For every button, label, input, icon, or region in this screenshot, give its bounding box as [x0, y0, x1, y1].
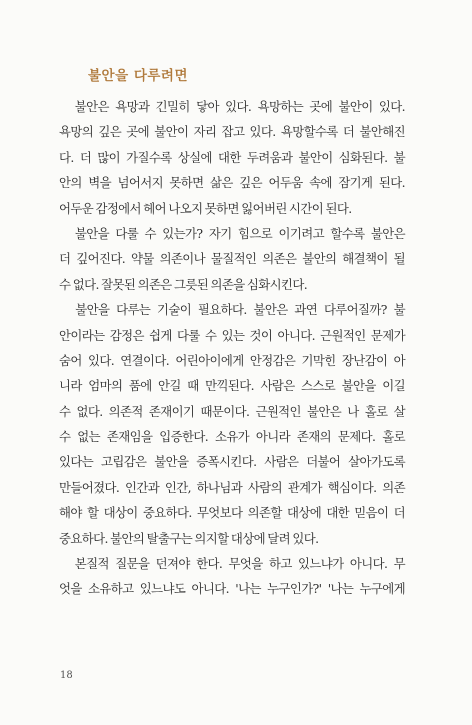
text-line: 욕망의 깊은 곳에 불안이 자리 잡고 있다. 욕망할수록 더 불안해진 [59, 124, 405, 140]
text-line: 만들어졌다. 인간과 인간, 하나님과 사람의 관계가 핵심이다. 의존 [59, 479, 405, 495]
text-line: 있다는 고립감은 불안을 증폭시킨다. 사람은 더불어 살아가도록 [59, 454, 405, 470]
text-line: 중요하다. 불안의 탈출구는 의지할 대상에 달려 있다. [59, 530, 319, 546]
text-line: 니라 엄마의 품에 안길 때 만끽된다. 사람은 스스로 불안을 이길 [59, 378, 405, 394]
text-line: 수 없는 존재임을 입증한다. 소유가 아니라 존재의 문제다. 홀로 [59, 429, 405, 445]
text-line: 본질적 질문을 던져야 한다. 무엇을 하고 있느냐가 아니다. 무 [59, 556, 405, 572]
text-line: 불안을 다룰 수 있는가? 자기 힘으로 이기려고 할수록 불안은 [59, 225, 405, 241]
text-line: 다. 더 많이 가질수록 상실에 대한 두려움과 불안이 심화된다. 불 [59, 149, 405, 165]
text-line: 엇을 소유하고 있느냐도 아니다. '나는 누구인가?' '나는 누구에게 [59, 581, 405, 597]
text-line: 더 깊어진다. 약물 의존이나 물질적인 의존은 불안의 해결책이 될 [59, 251, 405, 267]
body-text [59, 94, 405, 602]
text-line: 안의 벽을 넘어서지 못하면 삶은 깊은 어두움 속에 잠기게 된다. [59, 175, 405, 191]
text-line: 숨어 있다. 연결이다. 어린아이에게 안정감은 기막힌 장난감이 아 [59, 352, 405, 368]
text-line: 수 없다. 잘못된 의존은 그릇된 의존을 심화시킨다. [59, 276, 308, 292]
section-heading: 불안을 다루려면 [88, 68, 188, 84]
text-line: 수 없다. 의존적 존재이기 때문이다. 근원적인 불안은 나 홀로 살 [59, 403, 405, 419]
text-line: 해야 할 대상이 중요하다. 무엇보다 의존할 대상에 대한 믿음이 더 [59, 505, 405, 521]
text-line: 불안은 욕망과 긴밀히 닿아 있다. 욕망하는 곳에 불안이 있다. [59, 99, 405, 114]
text-line: 안이라는 감정은 쉽게 다룰 수 있는 것이 아니다. 근원적인 문제가 [59, 327, 405, 343]
page-number: 18 [60, 670, 73, 681]
text-line: 불안을 다루는 기술이 필요하다. 불안은 과연 다루어질까? 불 [59, 302, 405, 318]
text-line: 어두운 감정에서 헤어 나오지 못하면 잃어버린 시간이 된다. [59, 200, 352, 216]
